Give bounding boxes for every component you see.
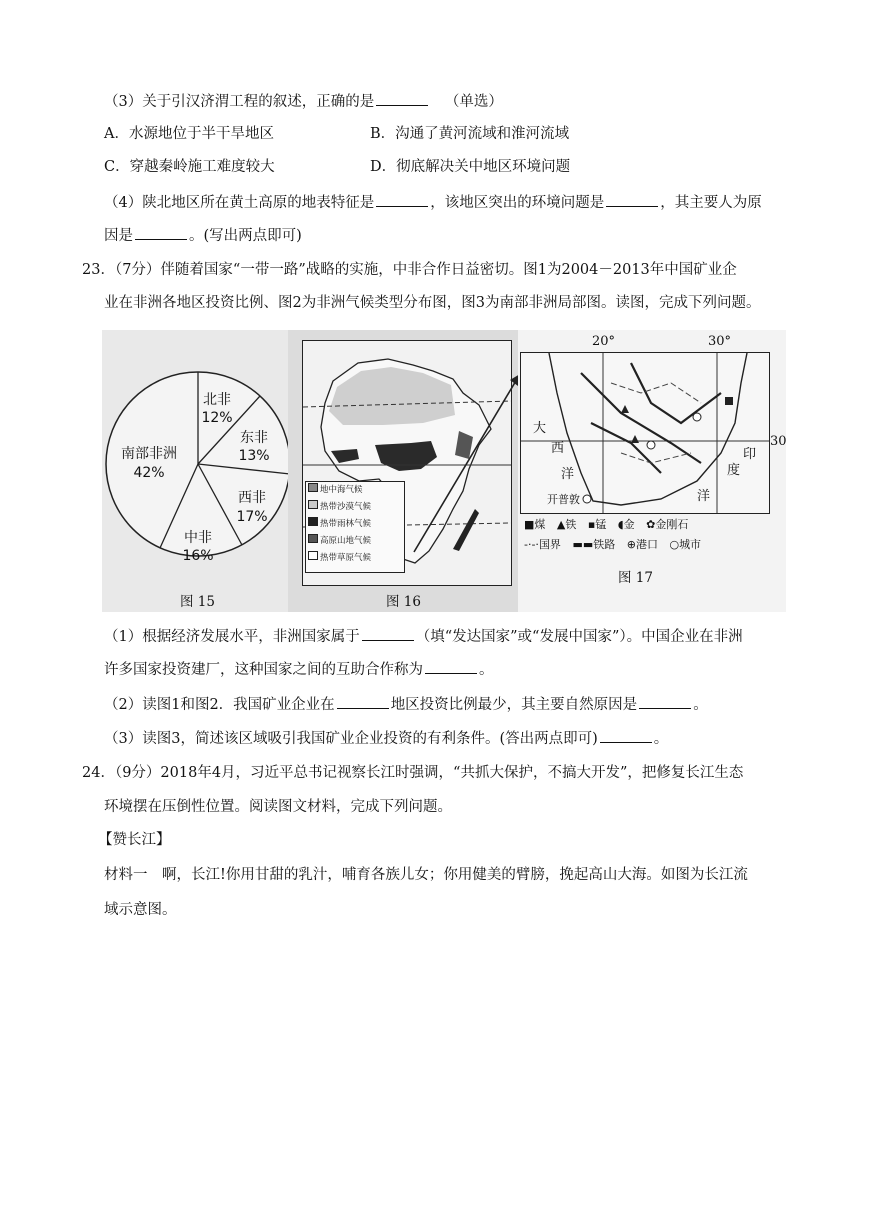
deg-30-label: 30° — [708, 334, 732, 349]
q24-heading: 【赞长江】 — [98, 832, 171, 848]
q24-material1-line1: 材料一 啊，长江!你用甘甜的乳汁，哺育各族儿女；你用健美的臂膀，挽起高山大海。如图为长江流 — [104, 867, 748, 883]
ocean-label-e3: 洋 — [697, 489, 711, 504]
q23-s3: （3）读图3，简述该区域吸引我国矿业企业投资的有利条件。(答出两点即可) 。 — [104, 728, 668, 749]
city-marker — [693, 413, 701, 421]
answer-blank[interactable] — [376, 91, 428, 106]
legend-swatch — [308, 500, 318, 509]
legend-swatch — [308, 551, 318, 560]
ocean-label-e1: 印 — [743, 447, 757, 462]
fig16-legend — [305, 481, 405, 573]
q23-s1-line2: 许多国家投资建厂，这种国家之间的互助合作称为 。 — [104, 659, 494, 680]
figures-panel — [102, 330, 786, 612]
deg-20-label: 20° — [592, 334, 616, 349]
deg-30-side-label: 30 — [770, 434, 787, 449]
option-b[interactable]: B．沟通了黄河流域和淮河流域 — [370, 126, 570, 142]
iron-legend-icon: ▲ — [556, 518, 566, 531]
legend-item: 热带雨林气候 — [308, 516, 404, 533]
q23-intro-line2: 业在非洲各地区投资比例、图2为非洲气候类型分布图，图3为南部非洲局部图。读图，完成下列问题。 — [104, 295, 761, 311]
diamond-legend-icon: ✿ — [646, 518, 656, 531]
option-c[interactable]: C．穿越秦岭施工难度较大 — [104, 159, 275, 175]
q24-material1-line2: 域示意图。 — [104, 902, 177, 918]
iron-marker — [631, 435, 639, 443]
fig17-legend-row2: -·-·国界 ▬▬铁路 ⊕港口 ○城市 — [524, 538, 702, 551]
slice-pct-north: 12% — [201, 410, 233, 426]
legend-swatch — [308, 517, 318, 526]
legend-item: 热带草原气候 — [308, 550, 404, 567]
slice-label-central: 中非 — [184, 530, 212, 546]
q22-s3: （3）关于引汉济渭工程的叙述，正确的是 （单选） — [104, 91, 503, 112]
q23-s1-line1: （1）根据经济发展水平，非洲国家属于 （填“发达国家”或“发展中国家”）。中国企业在非洲 — [104, 626, 743, 647]
legend-swatch — [308, 534, 318, 543]
ocean-label-w1: 大 — [533, 421, 547, 436]
fig17-legend-row1: ■煤 ▲铁 ▪锰 ◖金 ✿金刚石 — [524, 518, 689, 531]
q23-intro-line1: 23．（7分）伴随着国家“一带一路”战略的实施，中非合作日益密切。图1为2004－2013年中国矿业企 — [82, 262, 737, 278]
fig17-map-frame — [520, 352, 770, 514]
city-legend-icon: ○ — [669, 538, 680, 551]
answer-blank[interactable] — [362, 626, 414, 641]
fig17-caption: 图 17 — [618, 570, 653, 586]
coal-marker — [725, 397, 733, 405]
port-legend-icon: ⊕ — [626, 538, 636, 551]
zoom-arrow — [412, 370, 535, 560]
option-d[interactable]: D．彻底解决关中地区环境问题 — [370, 159, 571, 175]
ocean-label-e2: 度 — [727, 463, 741, 478]
fig17 — [518, 330, 786, 612]
answer-blank[interactable] — [639, 694, 691, 709]
legend-swatch — [308, 483, 318, 492]
arrow-line — [414, 374, 520, 552]
slice-label-south: 南部非洲 — [121, 446, 177, 462]
answer-blank[interactable] — [337, 694, 389, 709]
city-label-capetown: 开普敦 — [547, 493, 580, 506]
city-marker — [647, 441, 655, 449]
answer-blank[interactable] — [135, 225, 187, 240]
fig16-caption: 图 16 — [386, 594, 421, 610]
q23-s2: （2）读图1和图2．我国矿业企业在 地区投资比例最少，其主要自然原因是 。 — [104, 694, 708, 715]
answer-blank[interactable] — [376, 192, 428, 207]
q22-s4-line2: 因是 。(写出两点即可) — [104, 225, 302, 246]
slice-pct-east: 13% — [238, 448, 270, 464]
southern-africa-map — [521, 353, 769, 513]
coal-legend-icon: ■ — [524, 518, 535, 531]
iron-marker — [621, 405, 629, 413]
slice-label-east: 东非 — [240, 430, 268, 446]
slice-pct-west: 17% — [236, 509, 268, 525]
answer-blank[interactable] — [606, 192, 658, 207]
q22-s4-line1: （4）陕北地区所在黄土高原的地表特征是 ，该地区突出的环境问题是 ，其主要人为原 — [104, 192, 762, 213]
manganese-legend-icon: ▪ — [587, 518, 596, 531]
legend-item: 地中海气候 — [308, 482, 404, 499]
border-legend-icon: -·-· — [524, 538, 539, 551]
legend-item: 高原山地气候 — [308, 533, 404, 550]
slice-label-west: 西非 — [238, 490, 266, 506]
fig15-caption: 图 15 — [180, 594, 215, 610]
railway-legend-icon: ▬▬ — [572, 538, 594, 551]
q24-line1: 24．（9分）2018年4月，习近平总书记视察长江时强调，“共抓大保护，不搞大开发”，把修复长江生态 — [82, 765, 744, 781]
slice-pct-south: 42% — [133, 465, 165, 481]
slice-pct-central: 16% — [182, 548, 214, 564]
ocean-label-w3: 洋 — [561, 467, 575, 482]
legend-item: 热带沙漠气候 — [308, 499, 404, 516]
gold-legend-icon: ◖ — [617, 518, 624, 531]
city-marker — [583, 495, 591, 503]
option-a[interactable]: A．水源地位于半干旱地区 — [104, 126, 274, 142]
slice-label-north: 北非 — [203, 392, 231, 408]
fig15-pie — [102, 334, 298, 584]
answer-blank[interactable] — [600, 728, 652, 743]
answer-blank[interactable] — [425, 659, 477, 674]
ocean-label-w2: 西 — [551, 441, 565, 456]
fig15 — [102, 334, 298, 610]
q24-line2: 环境摆在压倒性位置。阅读图文材料，完成下列问题。 — [104, 799, 452, 815]
borders — [611, 383, 701, 463]
